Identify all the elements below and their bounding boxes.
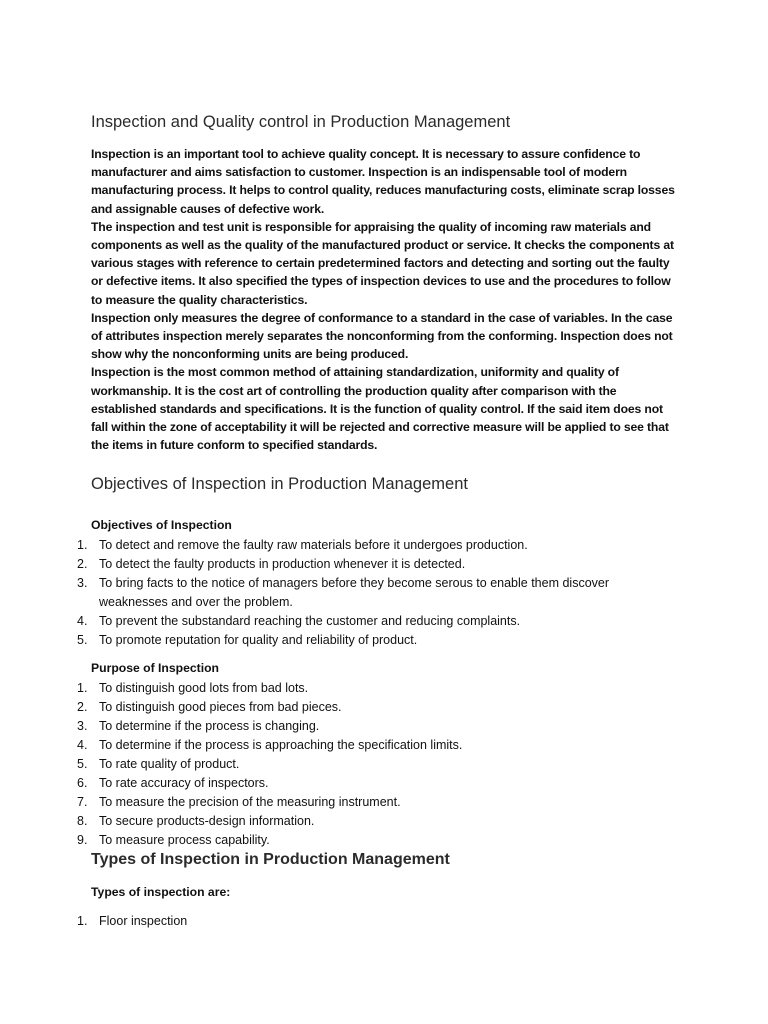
objectives-heading: Objectives of Inspection in Production Management <box>91 475 468 493</box>
list-item <box>0 679 700 698</box>
list-text: To promote reputation for quality and reliability of product. <box>99 633 418 647</box>
list-item <box>0 736 700 755</box>
list-text: To rate quality of product. <box>99 757 240 771</box>
list-item <box>0 612 700 631</box>
list-number: 9. <box>77 833 88 847</box>
list-item <box>0 698 700 717</box>
list-text: To prevent the substandard reaching the customer and reducing complaints. <box>99 614 521 628</box>
list-text: To secure products-design information. <box>99 814 315 828</box>
list-number: 2. <box>77 700 88 714</box>
list-item <box>0 774 700 793</box>
list-text: To detect the faulty products in production whenever it is detected. <box>99 557 466 571</box>
list-text: To rate accuracy of inspectors. <box>99 776 269 790</box>
list-text: Floor inspection <box>99 914 188 928</box>
objectives-list <box>0 536 700 650</box>
list-number: 7. <box>77 795 88 809</box>
list-text: To determine if the process is approaching the specification limits. <box>99 738 463 752</box>
list-text: To bring facts to the notice of managers before they become serous to enable them discover weaknesses and over the problem. <box>99 576 610 609</box>
list-item <box>0 755 700 774</box>
paragraph-standardization: Inspection is the most common method of attaining standardization, uniformity and quality of workmanship. It is the cost art of controlling the production quality after comparison with the established standards and specifications. It is the function of quality control. If the said item does not fall within the zone of acceptability it will be rejected and corrective measure will be applied to see that the items in future conform to specified standards. <box>91 365 669 453</box>
list-number: 2. <box>77 557 88 571</box>
list-item <box>0 831 700 850</box>
types-list <box>0 912 700 931</box>
list-text: To determine if the process is changing. <box>99 719 320 733</box>
list-item <box>0 793 700 812</box>
list-item <box>0 555 700 574</box>
list-number: 4. <box>77 614 88 628</box>
list-number: 1. <box>77 681 88 695</box>
list-text: To measure process capability. <box>99 833 270 847</box>
list-text: To measure the precision of the measuring instrument. <box>99 795 401 809</box>
list-item <box>0 631 700 650</box>
paragraph-intro: Inspection is an important tool to achieve quality concept. It is necessary to assure confidence to manufacturer and aims satisfaction to customer. Inspection is an indispensable tool of modern manufacturing process. It helps to control quality, reduces manufacturing costs, eliminate scrap losses and assignable causes of defective work. <box>91 147 675 216</box>
objectives-subheading: Objectives of Inspection <box>91 518 232 532</box>
paragraph-conformance: Inspection only measures the degree of conformance to a standard in the case of variables. In the case of attributes inspection merely separates the nonconforming from the conforming. Inspection does not show why the nonconforming units are being produced. <box>91 310 673 362</box>
purpose-subheading: Purpose of Inspection <box>91 661 219 675</box>
list-item <box>0 536 700 555</box>
paragraph-test-unit: The inspection and test unit is responsible for appraising the quality of incoming raw materials and components as well as the quality of the manufactured product or service. It checks the components at various stages with reference to certain predetermined factors and detecting and sorting out the faulty or defective items. It also specified the types of inspection devices to use and the procedures to follow to measure the quality characteristics. <box>91 219 674 307</box>
list-text: To detect and remove the faulty raw materials before it undergoes production. <box>99 538 528 552</box>
list-text: To distinguish good pieces from bad pieces. <box>99 700 342 714</box>
list-number: 1. <box>77 914 88 928</box>
list-number: 8. <box>77 814 88 828</box>
list-item <box>0 574 659 612</box>
inspection-heading: Inspection and Quality control in Production Management <box>91 113 511 131</box>
list-item <box>0 717 700 736</box>
types-heading: Types of Inspection in Production Management <box>91 851 450 868</box>
list-text: To distinguish good lots from bad lots. <box>99 681 309 695</box>
list-number: 5. <box>77 757 88 771</box>
list-number: 4. <box>77 738 88 752</box>
types-subheading: Types of inspection are: <box>91 885 231 899</box>
list-number: 3. <box>77 719 88 733</box>
inspection-body <box>91 145 681 454</box>
list-number: 6. <box>77 776 88 790</box>
list-number: 3. <box>77 576 88 590</box>
purpose-list <box>0 679 700 850</box>
list-number: 5. <box>77 633 88 647</box>
list-number: 1. <box>77 538 88 552</box>
list-item <box>0 812 700 831</box>
list-item <box>0 912 700 931</box>
